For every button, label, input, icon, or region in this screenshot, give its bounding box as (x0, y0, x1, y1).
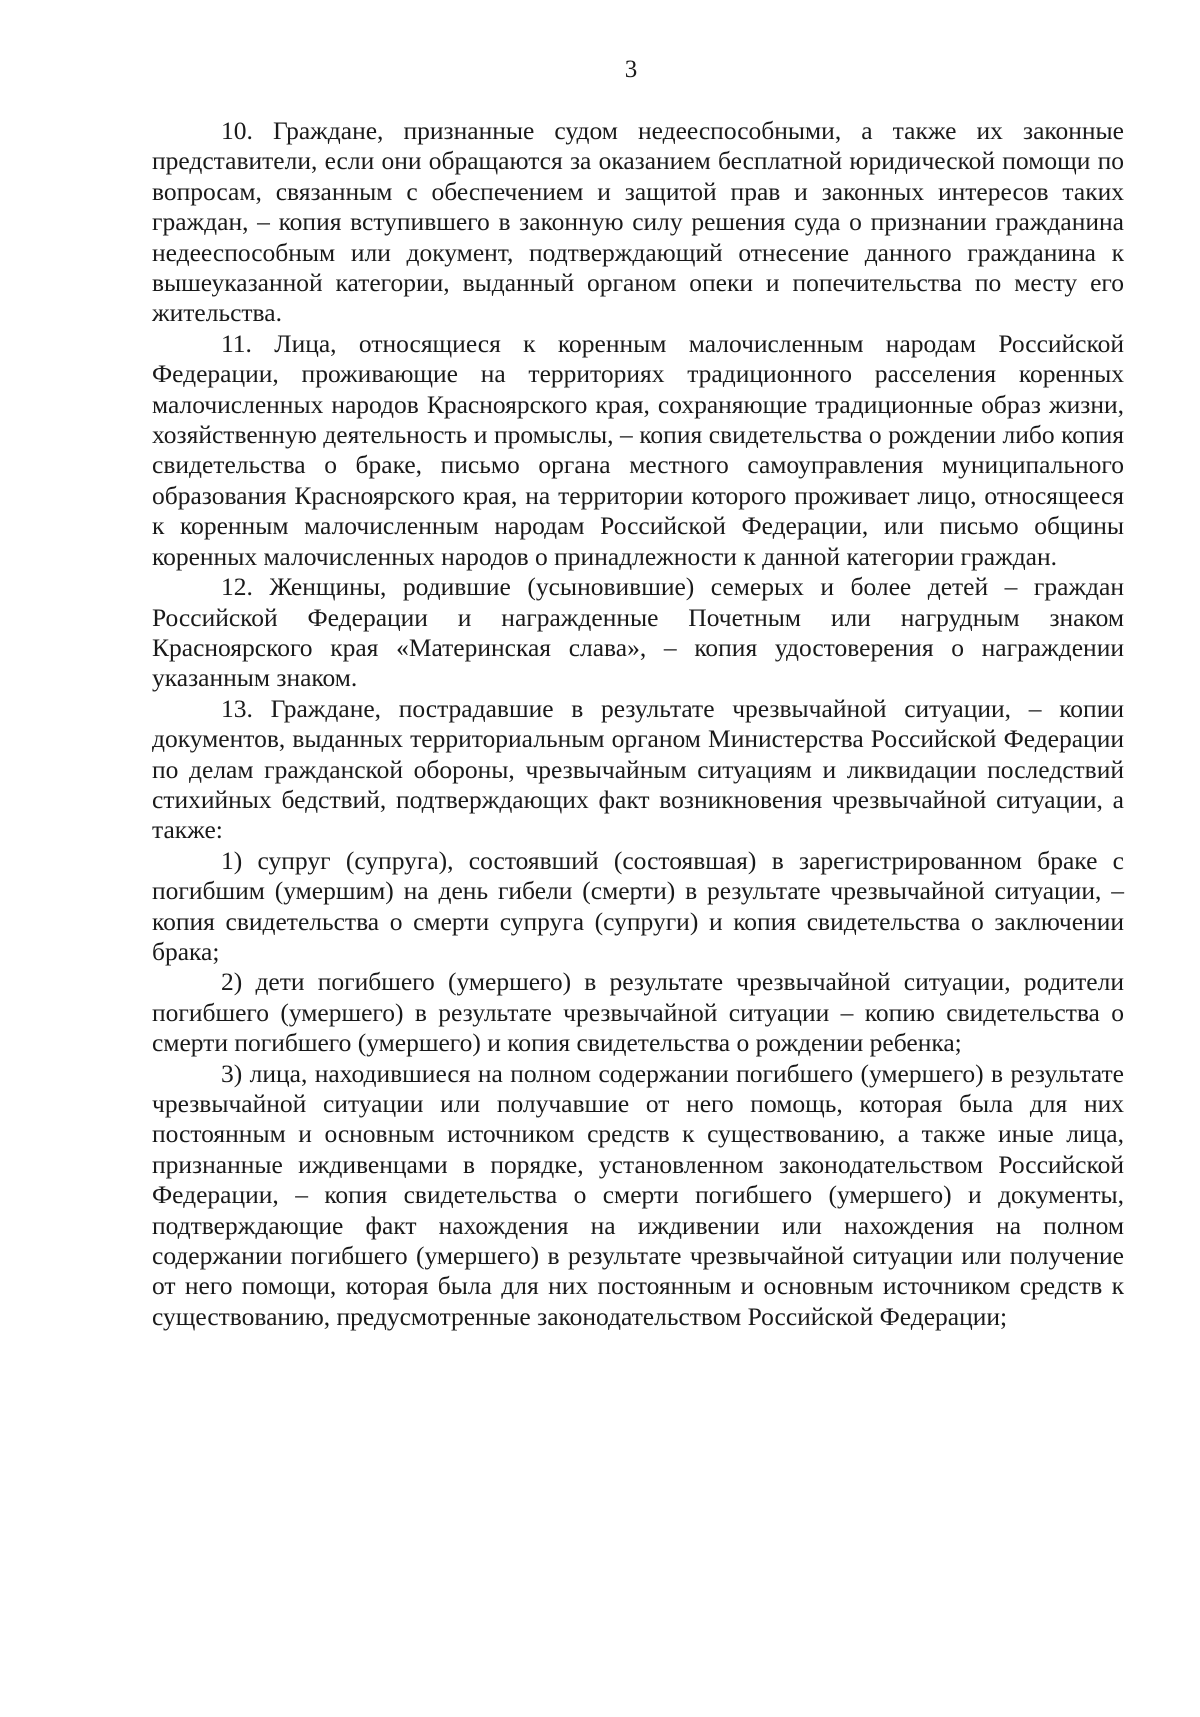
subparagraph-3: 3) лица, находившиеся на полном содержании погибшего (умершего) в результате чрезвычайной ситуации или получавшие от него помощь, которая была для них постоянным и основным источником средств к существованию, а также иные лица, признанные иждивенцами в порядке, установленном законодательством Российской Федерации, – копия свидетельства о смерти погибшего (умершего) и документы, подтверждающие факт нахождения на иждивении или нахождения на полном содержании погибшего (умершего) в результате чрезвычайной ситуации или получение от него помощи, которая была для них постоянным и основным источником средств к существованию, предусмотренные законодательством Российской Федерации; (152, 1058, 1124, 1331)
paragraph-item-13: 13. Граждане, пострадавшие в результате чрезвычайной ситуации, – копии документов, выданных территориальным органом Министерства Российской Федерации по делам гражданской обороны, чрезвычайным ситуациям и ликвидации последствий стихийных бедствий, подтверждающих факт возникновения чрезвычайной ситуации, а также: (152, 693, 1124, 845)
document-body (152, 116, 1124, 1332)
subparagraph-1: 1) супруг (супруга), состоявший (состоявшая) в зарегистрированном браке с погибшим (умершим) на день гибели (смерти) в результате чрезвычайной ситуации, – копия свидетельства о смерти супруга (супруги) и копия свидетельства о заключении брака; (152, 845, 1124, 966)
paragraph-item-11: 11. Лица, относящиеся к коренным малочисленным народам Российской Федерации, проживающие на территориях традиционного расселения коренных малочисленных народов Красноярского края, сохраняющие традиционные образ жизни, хозяйственную деятельность и промыслы, – копия свидетельства о рождении либо копия свидетельства о браке, письмо органа местного самоуправления муниципального образования Красноярского края, на территории которого проживает лицо, относящееся к коренным малочисленным народам Российской Федерации, или письмо общины коренных малочисленных народов о принадлежности к данной категории граждан. (152, 328, 1124, 571)
paragraph-item-12: 12. Женщины, родившие (усыновившие) семерых и более детей – граждан Российской Федерации и награжденные Почетным или нагрудным знаком Красноярского края «Материнская слава», – копия удостоверения о награждении указанным знаком. (152, 572, 1124, 693)
page-number: 3 (624, 56, 638, 83)
subparagraph-2: 2) дети погибшего (умершего) в результате чрезвычайной ситуации, родители погибшего (умершего) в результате чрезвычайной ситуации – копию свидетельства о смерти погибшего (умершего) и копия свидетельства о рождении ребенка; (152, 967, 1124, 1058)
paragraph-item-10: 10. Граждане, признанные судом недееспособными, а также их законные представители, если они обращаются за оказанием бесплатной юридической помощи по вопросам, связанным с обеспечением и защитой прав и законных интересов таких граждан, – копия вступившего в законную силу решения суда о признании гражданина недееспособным или документ, подтверждающий отнесение данного гражданина к вышеуказанной категории, выданный органом опеки и попечительства по месту его жительства. (152, 116, 1124, 328)
